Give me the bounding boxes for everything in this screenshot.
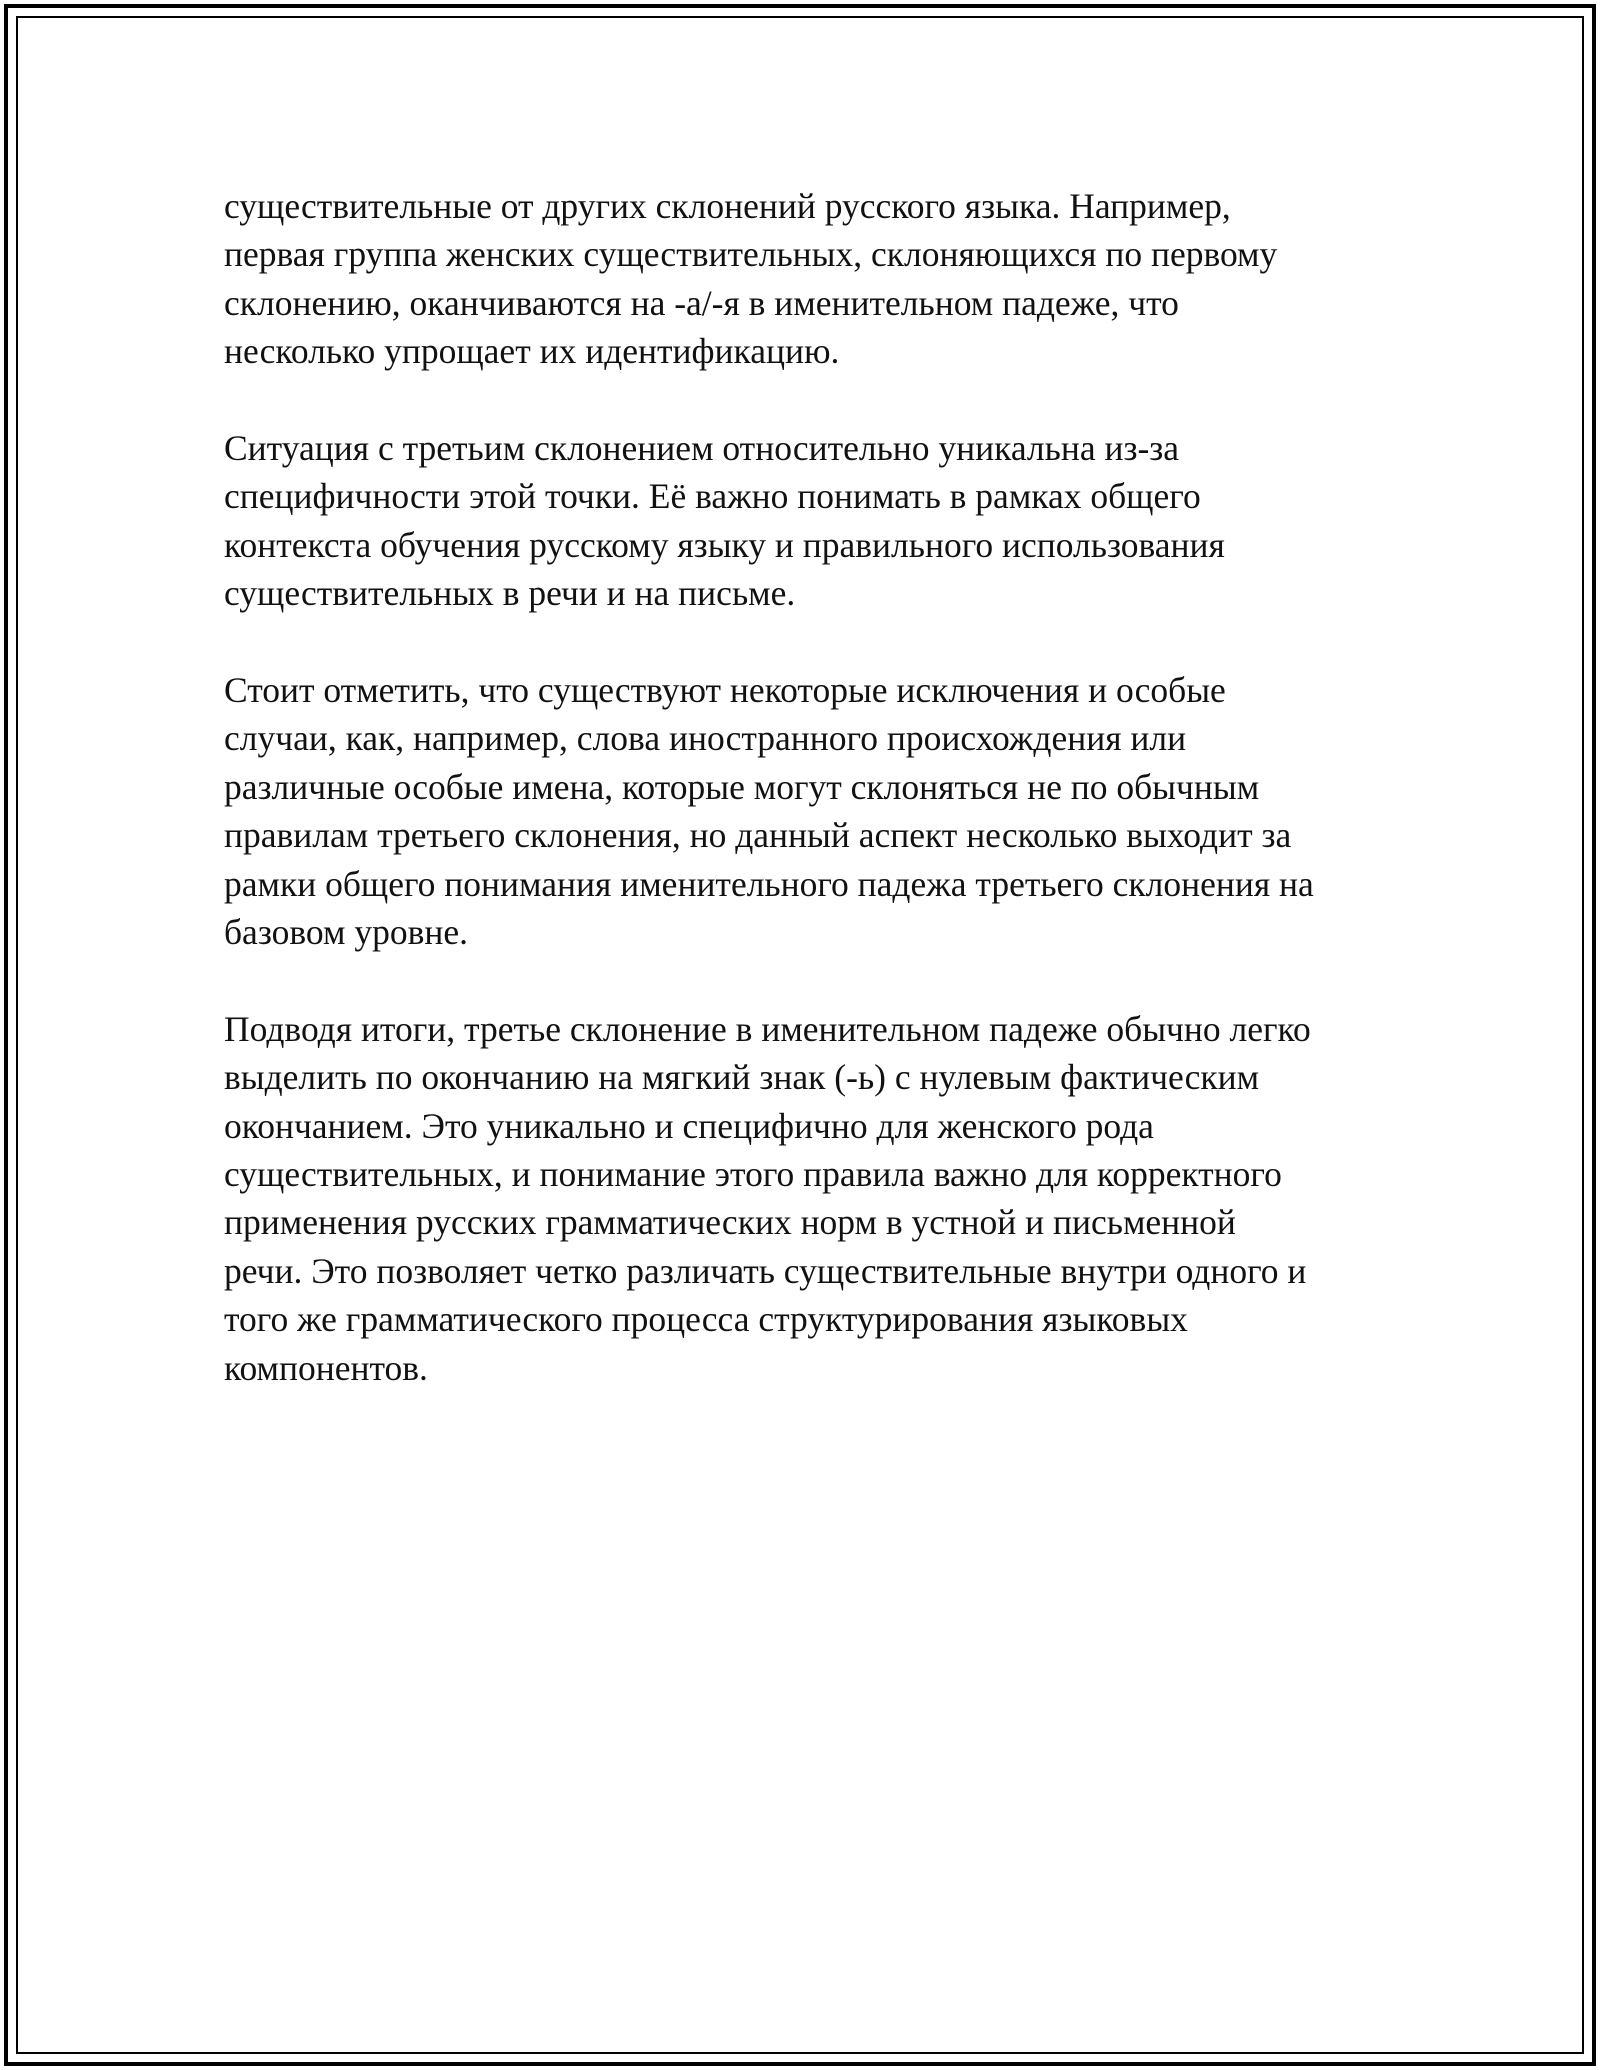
paragraph-3: Стоит отметить, что существуют некоторые исключения и особые случаи, как, например, слова иностранного происхождения или различные особые имена, которые могут склоняться не по обычным правилам третьего склонения, но данный аспект несколько выходит за рамки общего понимания именительного падежа третьего склонения на базовом уровне. xyxy=(224,670,1314,953)
paragraph-1: существительные от других склонений русского языка. Например, первая группа женских существительных, склоняющихся по первому склонению, оканчиваются на -а/-я в именительном падеже, что несколько упрощает их идентификацию. xyxy=(224,186,1278,372)
document-body xyxy=(224,182,1384,1441)
paragraph-4: Подводя итоги, третье склонение в именительном падеже обычно легко выделить по окончанию на мягкий знак (-ь) с нулевым фактическим окончанием. Это уникально и специфично для женского рода существительных, и понимание этого правила важно для корректного применения русских грамматических норм в устной и письменной речи. Это позволяет четко различать существительные внутри одного и того же грамматического процесса структурирования языковых компонентов. xyxy=(224,1008,1311,1388)
paragraph-2: Ситуация с третьим склонением относительно уникальна из-за специфичности этой точки. Её важно понимать в рамках общего контекста обучения русскому языку и правильного использования существительных в речи и на письме. xyxy=(224,428,1225,614)
